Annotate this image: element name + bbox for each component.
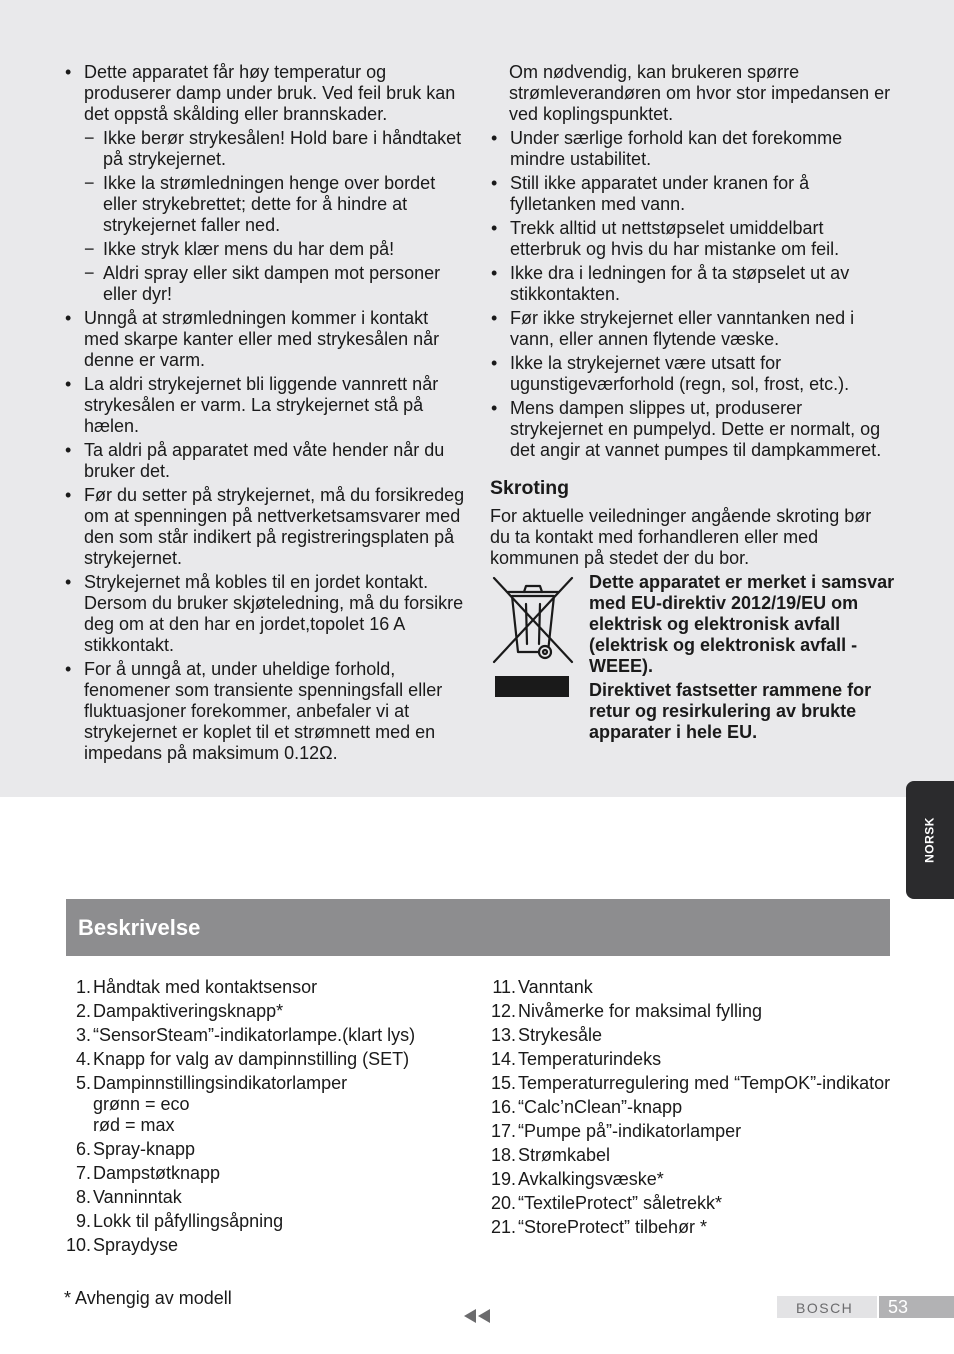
crossed-out-bin-icon [490,574,576,666]
item-number: 14. [490,1049,516,1069]
language-tab [906,781,954,899]
list-item [489,1073,894,1094]
item-text: Avkalkingsvæske* [518,1169,664,1189]
item-number: 16. [490,1097,516,1117]
item-text: Håndtak med kontaktsensor [93,977,318,997]
item-text: Vanntank [518,977,593,997]
item-text: Nivåmerke for maksimal fylling [518,1001,763,1021]
list-item [489,1145,894,1166]
list-item [64,1139,474,1160]
list-item: • Før ikke strykejernet eller vanntanken ned i vann, eller annen flytende væske. [490,308,895,350]
list-item: • For å unngå at, under uheldige forhold, fenomener som transiente spenningsfall eller fluktuasjoner forekommer, anbefaler vi at strykejernet er koplet til et strømnett med en impedans på maksimum 0.12Ω. [64,659,468,764]
disposal-text: For aktuelle veiledninger angående skroting bør du ta kontakt med forhandleren eller med kommunen på stedet der du bor. [490,506,872,568]
list-item [64,1001,474,1022]
list-item [64,977,474,998]
language-tab-label: NORSK [922,817,937,863]
list-item: • Unngå at strømledningen kommer i kontakt med skarpe kanter eller med strykesålen når denne er varm. [64,308,468,371]
continued-text: Om nødvendig, kan brukeren spørre strømleverandøren om hvor stor impedansen er ved koplingspunktet. [509,62,891,124]
list-item: • Ikke dra i ledningen for å ta støpselet ut av stikkontakten. [490,263,895,305]
item-text: Strømkabel [518,1145,611,1165]
safety-left-column [64,62,468,767]
item-number: 18. [490,1145,516,1165]
list-item [64,1187,474,1208]
list-item: • Strykejernet må kobles til en jordet kontakt. Dersom du bruker skjøteledning, må du forsikre deg om at den har en jordet,topolet 16 A stikkontakt. [64,572,468,656]
item-text: “Calc’nClean”-knapp [518,1097,683,1117]
item-number: 17. [490,1121,516,1141]
safety-right-column [490,62,895,742]
item-number: 13. [490,1025,516,1045]
parts-list-right [489,977,894,1241]
list-item [64,62,468,305]
item-text: “SensorSteam”-indikatorlampe.(klart lys) [93,1025,416,1045]
sub-list-item: − Ikke stryk klær mens du har dem på! [84,239,468,260]
list-item [64,1025,474,1046]
safety-bullet-list [64,62,468,764]
bullet-text: Dette apparatet får høy temperatur og produserer damp under bruk. Ved feil bruk kan det oppstå skålding eller brannskader. [84,62,456,124]
list-item [64,1235,474,1256]
list-item: • La aldri strykejernet bli liggende vannrett når strykesålen er varm. La strykejernet stå på hælen. [64,374,468,437]
brand-name: BOSCH [796,1300,854,1316]
sub-list [84,128,468,305]
list-item: • Still ikke apparatet under kranen for å fylletanken med vann. [490,173,895,215]
item-subtext: rød = max [93,1115,175,1135]
item-text: Dampaktiveringsknapp* [93,1001,284,1021]
list-item [64,1211,474,1232]
page-number: 53 [888,1297,909,1317]
item-text: Strykesåle [518,1025,603,1045]
item-number: 20. [490,1193,516,1213]
item-text: Dampinnstillingsindikatorlamper [93,1073,348,1093]
sub-list-item: − Aldri spray eller sikt dampen mot personer eller dyr! [84,263,468,305]
weee-notice [490,572,895,742]
list-item [489,1217,894,1238]
item-text: Spray-knapp [93,1139,196,1159]
weee-bar [495,676,569,697]
item-text: Lokk til påfyllingsåpning [93,1211,284,1231]
item-number: 11. [492,977,516,997]
item-number: 9. [75,1211,91,1231]
list-item [64,1163,474,1184]
disposal-heading: Skroting [490,477,570,499]
item-number: 1. [75,977,91,997]
page-number-box [879,1296,954,1318]
parts-list-left [64,977,474,1259]
footnote: * Avhengig av modell [64,1288,232,1308]
item-number: 5. [75,1073,91,1093]
weee-text-1: Dette apparatet er merket i samsvar med EU-direktiv 2012/19/EU om elektrisk og elektronisk avfall (elektrisk og elektronisk avfall - WEEE). [589,572,895,676]
list-item [489,1025,894,1046]
item-number: 19. [490,1169,516,1189]
list-item [489,1169,894,1190]
item-number: 21. [490,1217,516,1237]
list-item: • Under særlige forhold kan det forekomme mindre ustabilitet. [490,128,895,170]
list-item [64,1049,474,1070]
item-text: Knapp for valg av dampinnstilling (SET) [93,1049,410,1069]
item-text: Vanninntak [93,1187,182,1207]
item-text: “StoreProtect” tilbehør * [518,1217,708,1237]
rewind-icon[interactable] [463,1309,491,1323]
list-item: • Ta aldri på apparatet med våte hender når du bruker det. [64,440,468,482]
item-text: Temperaturregulering med “TempOK”-indikator [518,1073,891,1093]
safety-bullet-list-right [490,128,895,461]
item-number: 7. [75,1163,91,1183]
list-item: • Før du setter på strykejernet, må du forsikredeg om at spenningen på nettverketsamsvarer med den som står indikert på registreringsplaten på strykejernet. [64,485,468,569]
brand-box [777,1296,877,1318]
list-item: • Mens dampen slippes ut, produserer strykejernet en pumpelyd. Dette er normalt, og det angir at vannet pumpes til dampkammeret. [490,398,895,461]
item-text: Spraydyse [93,1235,179,1255]
list-item [489,1121,894,1142]
list-item: • Ikke la strykejernet være utsatt for ugunstigeværforhold (regn, sol, frost, etc.). [490,353,895,395]
item-number: 15. [490,1073,516,1093]
weee-text-2: Direktivet fastsetter rammene for retur og resirkulering av brukte apparater i hele EU. [589,680,872,742]
item-number: 12. [490,1001,516,1021]
item-number: 3. [75,1025,91,1045]
description-header [66,899,890,956]
item-text: Dampstøtknapp [93,1163,221,1183]
item-text: “Pumpe på”-indikatorlamper [518,1121,742,1141]
list-item [489,1049,894,1070]
item-number: 8. [75,1187,91,1207]
item-text: Temperaturindeks [518,1049,662,1069]
list-item [489,977,894,998]
item-number: 4. [75,1049,91,1069]
list-item: • Trekk alltid ut nettstøpselet umiddelbart etterbruk og hvis du har mistanke om feil. [490,218,895,260]
item-number: 6. [75,1139,91,1159]
sub-list-item: − Ikke la strømledningen henge over bordet eller strykebrettet; dette for å hindre at strykejernet faller ned. [84,173,468,236]
sub-list-item: − Ikke berør strykesålen! Hold bare i håndtaket på strykejernet. [84,128,468,170]
description-heading: Beskrivelse [78,915,201,940]
item-text: “TextileProtect” såletrekk* [518,1193,723,1213]
list-item [489,1097,894,1118]
item-number: 10. [65,1235,91,1255]
list-item [489,1193,894,1214]
item-number: 2. [75,1001,91,1021]
weee-text-block [589,572,899,746]
list-item [64,1073,474,1136]
item-subtext: grønn = eco [93,1094,190,1114]
list-item [489,1001,894,1022]
